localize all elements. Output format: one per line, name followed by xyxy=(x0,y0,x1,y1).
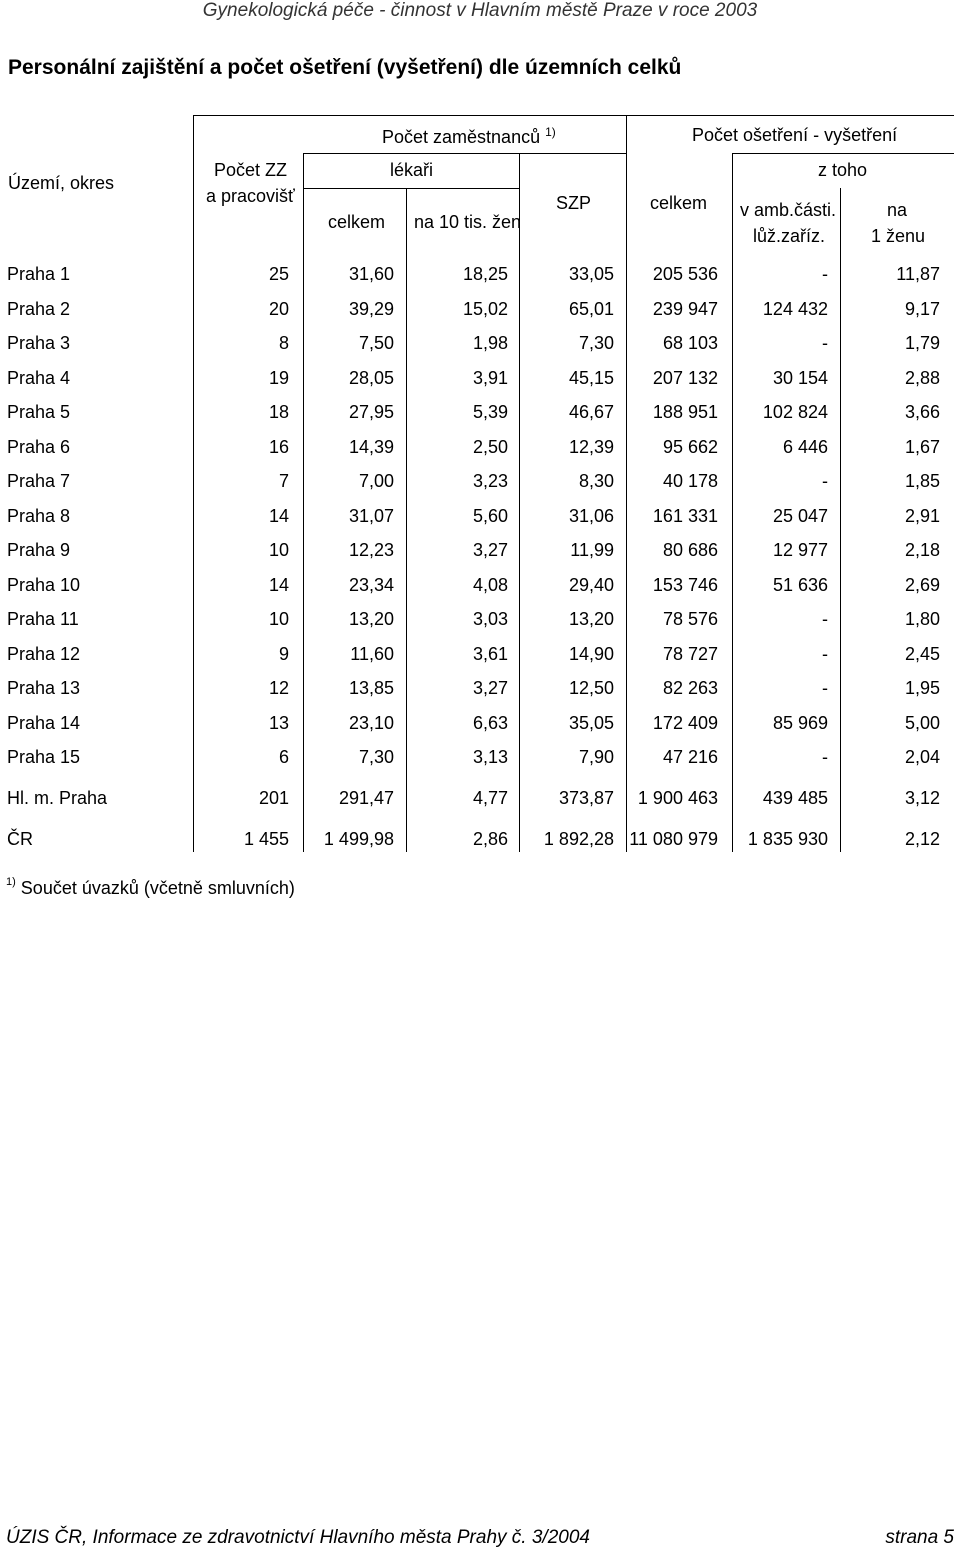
per-woman-cell: 1,80 xyxy=(904,609,940,629)
szp-cell: 7,90 xyxy=(578,747,614,767)
header-rule-staff-sub xyxy=(303,153,626,154)
szp-cell: 373,87 xyxy=(558,788,614,808)
zz-cell: 10 xyxy=(268,540,289,560)
amb-cell: - xyxy=(822,747,828,767)
territory-cell: Praha 8 xyxy=(7,506,71,526)
doctors-per-cell: 5,60 xyxy=(472,506,508,526)
header-top-rule xyxy=(193,115,954,116)
per-woman-cell: 1,67 xyxy=(904,437,940,457)
doctors-per-cell: 3,27 xyxy=(472,540,508,560)
amb-cell: 30 154 xyxy=(772,368,828,388)
header-vrule-3 xyxy=(406,188,407,252)
per-woman-cell: 2,12 xyxy=(904,829,940,849)
doctors-per-cell: 18,25 xyxy=(462,264,508,284)
per-woman-cell: 2,45 xyxy=(904,644,940,664)
territory-cell: Praha 1 xyxy=(7,264,71,284)
header-doctors: lékaři xyxy=(390,160,434,180)
zz-cell: 1 455 xyxy=(243,829,289,849)
territory-cell: Praha 7 xyxy=(7,471,71,491)
treat-total-cell: 68 103 xyxy=(662,333,718,353)
zz-cell: 14 xyxy=(268,575,289,595)
treat-total-cell: 1 900 463 xyxy=(637,788,718,808)
zz-cell: 8 xyxy=(278,333,289,353)
table-row xyxy=(0,437,960,467)
territory-cell: Praha 13 xyxy=(7,678,81,698)
doctors-per-cell: 5,39 xyxy=(472,402,508,422)
table-row xyxy=(0,575,960,605)
doctors-total-cell: 31,07 xyxy=(348,506,394,526)
territory-cell: Praha 4 xyxy=(7,368,71,388)
treat-total-cell: 47 216 xyxy=(662,747,718,767)
table-row xyxy=(0,609,960,639)
szp-cell: 31,06 xyxy=(568,506,614,526)
zz-cell: 14 xyxy=(268,506,289,526)
territory-cell: Hl. m. Praha xyxy=(7,788,108,808)
treat-total-cell: 188 951 xyxy=(652,402,718,422)
doctors-total-cell: 7,00 xyxy=(358,471,394,491)
amb-cell: - xyxy=(822,264,828,284)
header-amb-line1: v amb.části. xyxy=(740,200,837,220)
doctors-per-cell: 15,02 xyxy=(462,299,508,319)
header-rule-treat-sub xyxy=(732,153,954,154)
treat-total-cell: 11 080 979 xyxy=(629,829,718,849)
table-row xyxy=(0,471,960,501)
zz-cell: 18 xyxy=(268,402,289,422)
territory-cell: Praha 9 xyxy=(7,540,71,560)
doctors-total-cell: 14,39 xyxy=(348,437,394,457)
header-staff-group: Počet zaměstnanců $^{1)}$ xyxy=(382,125,556,147)
territory-cell: Praha 14 xyxy=(7,713,81,733)
per-woman-cell: 3,12 xyxy=(904,788,940,808)
zz-cell: 13 xyxy=(268,713,289,733)
doctors-per-cell: 4,77 xyxy=(472,788,508,808)
per-woman-cell: 2,69 xyxy=(904,575,940,595)
zz-cell: 201 xyxy=(258,788,289,808)
per-woman-cell: 2,88 xyxy=(904,368,940,388)
doctors-per-cell: 3,91 xyxy=(472,368,508,388)
footnote-marker: 1) xyxy=(6,876,16,888)
amb-cell: - xyxy=(822,609,828,629)
territory-cell: Praha 10 xyxy=(7,575,81,595)
doctors-per-cell: 3,27 xyxy=(472,678,508,698)
amb-cell: 12 977 xyxy=(772,540,828,560)
page-number: strana 5 xyxy=(885,1527,954,1548)
doctors-per-cell: 1,98 xyxy=(472,333,508,353)
szp-cell: 46,67 xyxy=(568,402,614,422)
doctors-total-cell: 12,23 xyxy=(348,540,394,560)
header-vrule-4 xyxy=(519,153,520,252)
szp-cell: 8,30 xyxy=(578,471,614,491)
amb-cell: - xyxy=(822,678,828,698)
table-footnote xyxy=(6,878,295,899)
territory-cell: Praha 15 xyxy=(7,747,81,767)
zz-cell: 20 xyxy=(268,299,289,319)
amb-cell: 51 636 xyxy=(772,575,828,595)
territory-cell: Praha 6 xyxy=(7,437,71,457)
doctors-total-cell: 11,60 xyxy=(350,644,394,664)
header-of-which: z toho xyxy=(818,160,868,180)
header-rule-doctors-sub xyxy=(303,188,519,189)
header-vrule-6 xyxy=(732,153,733,252)
amb-cell: 25 047 xyxy=(772,506,828,526)
treat-total-cell: 78 576 xyxy=(662,609,718,629)
szp-cell: 45,15 xyxy=(568,368,614,388)
doctors-per-cell: 3,13 xyxy=(472,747,508,767)
zz-cell: 6 xyxy=(278,747,289,767)
zz-cell: 25 xyxy=(268,264,289,284)
doctors-per-cell: 3,23 xyxy=(472,471,508,491)
table-row xyxy=(0,402,960,432)
amb-cell: 439 485 xyxy=(762,788,828,808)
header-vrule-5 xyxy=(626,115,627,252)
per-woman-cell: 1,79 xyxy=(904,333,940,353)
szp-cell: 12,39 xyxy=(568,437,614,457)
szp-cell: 13,20 xyxy=(568,609,614,629)
per-woman-cell: 2,91 xyxy=(904,506,940,526)
page-footer-source: ÚZIS ČR, Informace ze zdravotnictví Hlavního města Prahy č. 3/2004 xyxy=(6,1527,590,1548)
page-title: Personální zajištění a počet ošetření (vyšetření) dle územních celků xyxy=(8,56,682,79)
szp-cell: 12,50 xyxy=(568,678,614,698)
header-vrule-7 xyxy=(840,188,841,252)
table-row xyxy=(0,506,960,536)
doctors-total-cell: 28,05 xyxy=(348,368,394,388)
header-doctors-total: celkem xyxy=(328,212,386,232)
table-row xyxy=(0,368,960,398)
zz-cell: 19 xyxy=(268,368,289,388)
table-row xyxy=(0,540,960,570)
header-doctors-per: na 10 tis. žen xyxy=(414,212,522,232)
doctors-per-cell: 2,86 xyxy=(472,829,508,849)
amb-cell: 1 835 930 xyxy=(747,829,828,849)
table-row xyxy=(0,299,960,329)
doctors-total-cell: 13,85 xyxy=(348,678,394,698)
amb-cell: - xyxy=(822,644,828,664)
zz-cell: 9 xyxy=(278,644,289,664)
treat-total-cell: 82 263 xyxy=(662,678,718,698)
table-row xyxy=(0,264,960,294)
zz-cell: 12 xyxy=(268,678,289,698)
treat-total-cell: 40 178 xyxy=(662,471,718,491)
doctors-total-cell: 39,29 xyxy=(348,299,394,319)
doctors-per-cell: 3,61 xyxy=(472,644,508,664)
treat-total-cell: 172 409 xyxy=(652,713,718,733)
zz-cell: 7 xyxy=(278,471,289,491)
doctors-per-cell: 4,08 xyxy=(472,575,508,595)
doctors-total-cell: 23,34 xyxy=(348,575,394,595)
doctors-total-cell: 1 499,98 xyxy=(323,829,394,849)
zz-cell: 16 xyxy=(268,437,289,457)
table-row xyxy=(0,678,960,708)
doctors-per-cell: 2,50 xyxy=(472,437,508,457)
doctors-total-cell: 27,95 xyxy=(348,402,394,422)
amb-cell: 124 432 xyxy=(762,299,828,319)
zz-cell: 10 xyxy=(268,609,289,629)
treat-total-cell: 80 686 xyxy=(662,540,718,560)
per-woman-cell: 5,00 xyxy=(904,713,940,733)
amb-cell: 102 824 xyxy=(762,402,828,422)
per-woman-cell: 3,66 xyxy=(904,402,940,422)
doctors-total-cell: 13,20 xyxy=(348,609,394,629)
treat-total-cell: 78 727 xyxy=(662,644,718,664)
territory-cell: Praha 3 xyxy=(7,333,71,353)
footnote-text: Součet úvazků (včetně smluvních) xyxy=(20,878,295,898)
per-woman-cell: 11,87 xyxy=(896,264,940,284)
treat-total-cell: 207 132 xyxy=(652,368,718,388)
amb-cell: - xyxy=(822,333,828,353)
treat-total-cell: 95 662 xyxy=(662,437,718,457)
per-woman-cell: 2,04 xyxy=(904,747,940,767)
territory-cell: ČR xyxy=(7,829,33,849)
header-amb-line2: lůž.zaříz. xyxy=(753,226,826,246)
territory-cell: Praha 2 xyxy=(7,299,71,319)
territory-cell: Praha 11 xyxy=(7,609,79,629)
treat-total-cell: 205 536 xyxy=(652,264,718,284)
treat-total-cell: 153 746 xyxy=(652,575,718,595)
header-zz-line2: a pracovišť xyxy=(206,186,295,206)
header-zz-line1: Počet ZZ xyxy=(214,160,288,180)
territory-cell: Praha 12 xyxy=(7,644,81,664)
header-per-woman-line1: na xyxy=(887,200,908,220)
doctors-total-cell: 7,50 xyxy=(358,333,394,353)
per-woman-cell: 1,95 xyxy=(904,678,940,698)
running-header: Gynekologická péče - činnost v Hlavním městě Praze v roce 2003 xyxy=(202,0,758,21)
header-vrule-2 xyxy=(303,153,304,252)
table-row xyxy=(0,333,960,363)
per-woman-cell: 1,85 xyxy=(904,471,940,491)
szp-cell: 35,05 xyxy=(568,713,614,733)
szp-cell: 33,05 xyxy=(568,264,614,284)
doctors-per-cell: 6,63 xyxy=(472,713,508,733)
szp-cell: 14,90 xyxy=(568,644,614,664)
per-woman-cell: 9,17 xyxy=(904,299,940,319)
header-szp: SZP xyxy=(556,193,592,213)
treat-total-cell: 239 947 xyxy=(652,299,718,319)
territory-cell: Praha 5 xyxy=(7,402,71,422)
total-row-cr xyxy=(0,829,960,859)
table-row xyxy=(0,644,960,674)
szp-cell: 11,99 xyxy=(570,540,614,560)
header-territory: Území, okres xyxy=(8,173,115,193)
header-vrule-1 xyxy=(193,115,194,252)
szp-cell: 1 892,28 xyxy=(543,829,614,849)
header-per-woman-line2: 1 ženu xyxy=(871,226,926,246)
szp-cell: 29,40 xyxy=(568,575,614,595)
amb-cell: 6 446 xyxy=(782,437,828,457)
amb-cell: - xyxy=(822,471,828,491)
doctors-total-cell: 7,30 xyxy=(358,747,394,767)
total-row-prague xyxy=(0,788,960,818)
amb-cell: 85 969 xyxy=(772,713,828,733)
doctors-total-cell: 23,10 xyxy=(348,713,394,733)
szp-cell: 7,30 xyxy=(578,333,614,353)
table-row xyxy=(0,713,960,743)
doctors-total-cell: 31,60 xyxy=(348,264,394,284)
header-treat-total: celkem xyxy=(650,193,708,213)
treat-total-cell: 161 331 xyxy=(652,506,718,526)
per-woman-cell: 2,18 xyxy=(904,540,940,560)
doctors-total-cell: 291,47 xyxy=(338,788,394,808)
header-treat-group: Počet ošetření - vyšetření xyxy=(692,125,898,145)
doctors-per-cell: 3,03 xyxy=(472,609,508,629)
table-row xyxy=(0,747,960,777)
szp-cell: 65,01 xyxy=(568,299,614,319)
